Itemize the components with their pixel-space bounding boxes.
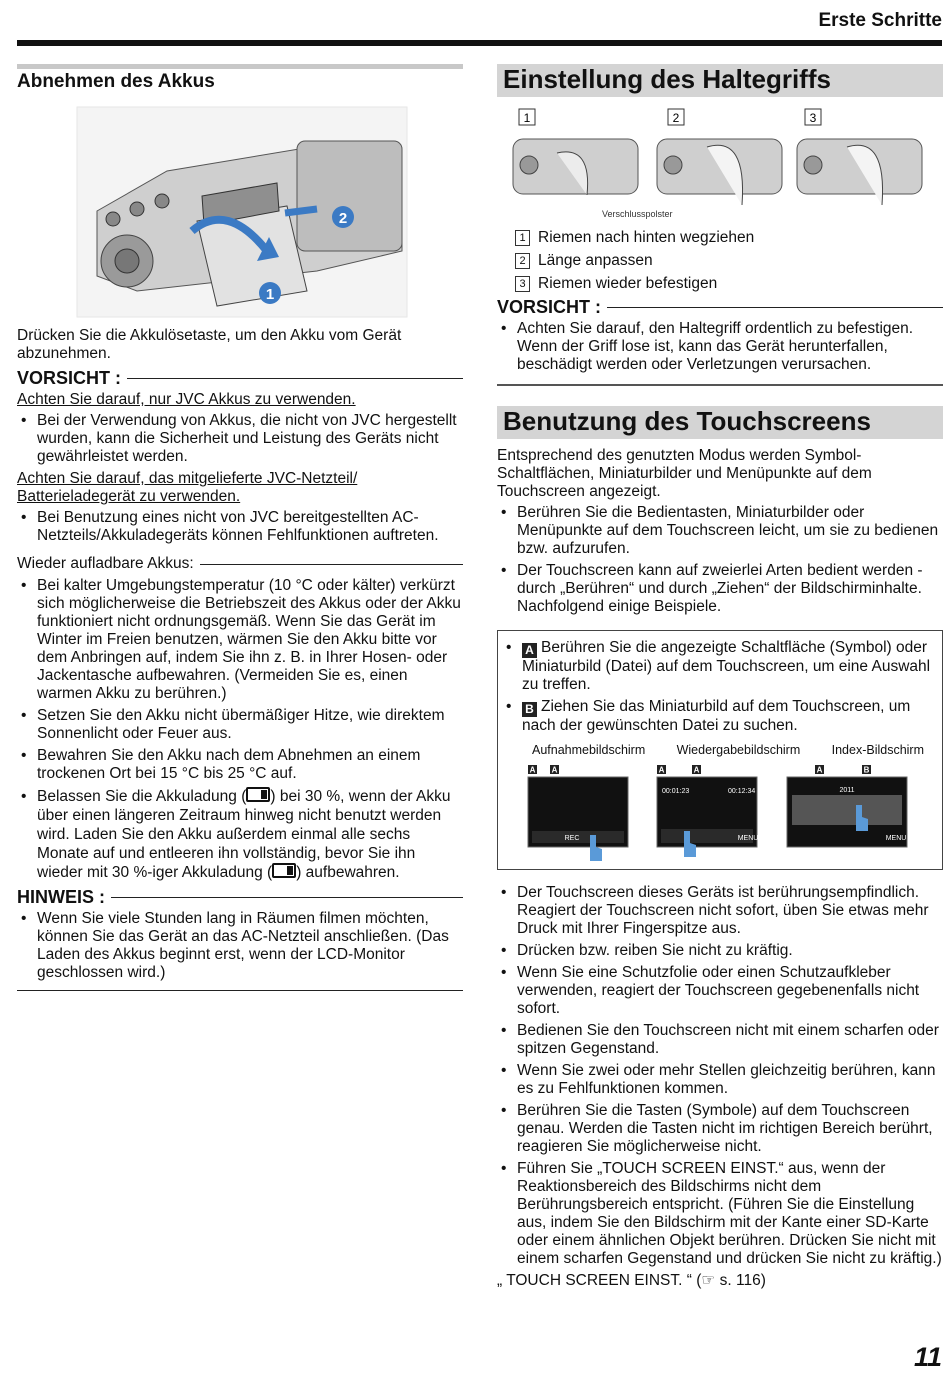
example-b: • B Ziehen Sie das Miniaturbild auf dem Touchscreen, um nach der gewünschten Datei zu suchen. [502,698,938,735]
hint-2: • Drücken bzw. reiben Sie nicht zu kräftig. [497,942,943,960]
svg-text:REC: REC [564,835,580,842]
touch-bullet-2: • Der Touchscreen kann auf zweierlei Arten bedient werden - durch „Berühren“ und durch „Ziehen“ der Bildschirminhalte. Nachfolgend einige Beispiele. [497,562,943,616]
hint-5: • Wenn Sie zwei oder mehr Stellen gleichzeitig berühren, kann es zu Fehlfunktionen kommen. [497,1062,943,1098]
akkus-bullet-3: • Bewahren Sie den Akku nach dem Abnehmen an einem trockenen Ort bei 15 °C bis 25 °C auf. [17,747,463,783]
svg-text:00:01:23: 00:01:23 [662,788,690,795]
left-column [17,64,463,999]
touch-intro: Entsprechend des genutzten Modus werden Symbol-Schaltflächen, Miniaturbilder und Menüpunkte auf dem Touchscreen angezeigt. [497,447,872,500]
section-end-rule [17,990,463,991]
vorsicht-bullet-2: • Bei Benutzung eines nicht von JVC bereitgestellten AC-Netzteils/Akkuladegeräts können Fehlfunktionen auftreten. [17,509,463,545]
svg-text:A: A [816,765,823,775]
svg-text:2011: 2011 [839,787,855,794]
section-divider [497,384,943,386]
label-b-icon: B [522,702,537,717]
page-number: 11 [913,1342,942,1372]
figure-caption: Verschlusspolster [602,209,673,219]
hint-6: • Berühren Sie die Tasten (Symbole) auf dem Touchscreen genau. Werden die Tasten nicht im richtigen Bereich berührt, reagieren Sie möglicherweise nicht. [497,1102,943,1156]
figure-marker-2: 2 [338,210,348,227]
hint-3: • Wenn Sie eine Schutzfolie oder einen Schutzaufkleber verwenden, reagiert der Touchscreen gegebenenfalls nicht sofort. [497,964,943,1018]
vorsicht-right-bullet: • Achten Sie darauf, den Haltegriff ordentlich zu befestigen. Wenn der Griff lose ist, kann das Gerät herunterfallen, beschädigt werden oder Verletzungen verursachen. [497,320,943,374]
svg-text:A: A [529,765,536,775]
label-a-icon: A [522,643,537,658]
vorsicht-note-2: Achten Sie darauf, das mitgelieferte JVC-Netzteil/ Batterieladegerät zu verwenden. [17,470,358,505]
svg-text:B: B [863,765,870,775]
step-num-2: 2 [672,111,680,125]
step-num-3: 3 [809,111,817,125]
step-2: 2 Länge anpassen [515,252,943,270]
svg-text:A: A [693,765,700,775]
page-ref-icon: ☞ [701,1272,716,1289]
vorsicht-label-right: VORSICHT : [497,298,943,316]
heading-haltegriff: Einstellung des Haltegriffs [497,64,943,97]
akkus-label: Wieder aufladbare Akkus: [17,555,463,573]
step-num-1: 1 [523,111,531,125]
grip-strap-illustration [497,105,943,223]
intro-text: Drücken Sie die Akkulösetaste, um den Akku vom Gerät abzunehmen. [17,327,402,362]
hint-4: • Bedienen Sie den Touchscreen nicht mit einem scharfen oder spitzen Gegenstand. [497,1022,943,1058]
touch-bullet-1: • Berühren Sie die Bedientasten, Miniaturbilder oder Menüpunkte auf dem Touchscreen leicht, um sie zu bedienen bzw. aufzurufen. [497,504,943,558]
hinweis-bullet-1: • Wenn Sie viele Stunden lang in Räumen filmen möchten, können Sie das Gerät an das AC-Netzteil anschließen. (Das Laden des Akkus beginnt erst, wenn der LCD-Monitor geschlossen wird.) [17,910,463,982]
svg-text:MENU: MENU [885,835,907,842]
example-a: • A Berühren Sie die angezeigte Schaltfläche (Symbol) oder Miniaturbild (Datei) auf dem Touchscreen, um eine Auswahl zu treffen. [502,639,938,694]
battery-level-icon [246,787,270,802]
hint-1: • Der Touchscreen dieses Geräts ist berührungsempfindlich. Reagiert der Touchscreen nicht sofort, üben Sie etwas mehr Druck mit Ihrer Fingerspitze aus. [497,884,943,938]
label-aufnahme: Aufnahmebildschirm [532,743,646,757]
step-1: 1 Riemen nach hinten wegziehen [515,229,943,247]
page-reference-link[interactable]: „ TOUCH SCREEN EINST. “ (☞ s. 116) [497,1272,766,1289]
akkus-bullet-4: • Belassen Sie die Akkuladung ( ) bei 30 %, wenn der Akku über einen längeren Zeitraum hinweg nicht benutzt werden wird. Laden Sie den Akku außerdem einmal alle sechs Monate auf und entleeren ihn vollständig, bevor Sie ihn wieder mit 30 %-iger Akkuladung ( ) aufbewahren. [17,787,463,882]
akkus-bullet-2: • Setzen Sie den Akku nicht übermäßiger Hitze, wie direktem Sonnenlicht oder Feuer aus. [17,707,463,743]
hint-7: • Führen Sie „TOUCH SCREEN EINST.“ aus, wenn der Reaktionsbereich des Bildschirms nicht dem Berührungsbereich entspricht. (Führen Sie die Einstellung aus, indem Sie den Bildschirm mit der Kante einer SD-Karte oder einem ähnlichen Objekt berühren. Drücken Sie nicht mit einem scharfen Gegenstand und drücken Sie nicht zu kräftig.) [497,1160,943,1268]
svg-text:00:12:34: 00:12:34 [728,788,756,795]
heading-touchscreen: Benutzung des Touchscreens [497,406,943,439]
header-rule [17,40,942,46]
akkus-bullet-1: • Bei kalter Umgebungstemperatur (10 °C oder kälter) verkürzt sich möglicherweise die Betriebszeit des Akkus oder der Akku funktioniert nicht ordnungsgemäß. Wenn Sie das Gerät im Winter im Freien benutzen, wärmen Sie den Akku bitte vor dem Anbringen auf, indem Sie ihn z. B. in Ihrer Hosen- oder Jackentasche aufbewahren. (Vermeiden Sie es, einen warmen Akku zu berühren.) [17,577,463,703]
section-title: Erste Schritte [818,10,942,31]
touchscreen-examples-illustration [502,763,938,863]
screen-labels [502,741,938,759]
label-index: Index-Bildschirm [831,743,924,757]
svg-text:MENU: MENU [737,835,759,842]
battery-level-icon [272,863,296,878]
right-column [497,64,943,1293]
vorsicht-label: VORSICHT : [17,369,463,387]
battery-removal-illustration [17,101,463,319]
figure-marker-1: 1 [265,286,275,303]
heading-abnehmen: Abnehmen des Akkus [17,64,463,91]
vorsicht-note-1: Achten Sie darauf, nur JVC Akkus zu verwenden. [17,391,356,408]
touch-examples-box [497,630,943,870]
svg-text:A: A [658,765,665,775]
vorsicht-bullet-1: • Bei der Verwendung von Akkus, die nicht von JVC hergestellt wurden, kann die Sicherheit und Leistung des Geräts nicht gewährleistet werden. [17,412,463,466]
label-wiedergabe: Wiedergabebildschirm [676,743,801,757]
step-3: 3 Riemen wieder befestigen [515,275,943,293]
svg-text:A: A [551,765,558,775]
hinweis-label: HINWEIS : [17,888,463,906]
